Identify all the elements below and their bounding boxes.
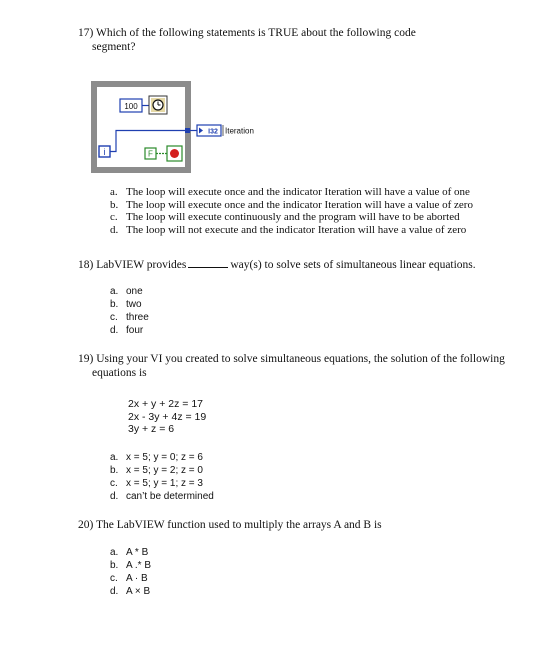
q18-option-c: c. three [110,312,149,323]
q18-stem-post: way(s) to solve sets of simultaneous linear equations. [230,259,476,271]
q17-option-c: c. The loop will execute continuously and the program will have to be aborted [110,211,460,223]
q20-option-a: a. A * B [110,547,149,558]
q20-option-c: c. A · B [110,573,148,584]
q18-options [110,285,149,337]
q19-stem-line1: 19) Using your VI you created to solve simultaneous equations, the solution of the following [78,353,505,365]
equation-3: 3y + z = 6 [128,423,175,435]
q18-option-a: a. one [110,286,143,297]
numeric-constant-text: 100 [124,102,138,111]
q18-answer-blank [188,257,228,268]
q18-option-b: b. two [110,299,142,310]
q18-option-d: d. four [110,325,144,336]
svg-text:F: F [148,149,153,159]
q20-stem: 20) The LabVIEW function used to multiply the arrays A and B is [78,519,382,531]
q19-options [110,451,214,503]
labview-while-loop-diagram [90,80,270,180]
q20-option-d: d. A × B [110,586,151,597]
q19-stem-line2: equations is [92,367,147,379]
stop-icon [170,149,179,158]
indicator-label-text: Iteration [225,126,254,136]
q20-options [110,546,151,598]
q17-option-a: a. The loop will execute once and the indicator Iteration will have a value of one [110,186,470,198]
q17-options [110,186,473,236]
q19-equations [128,398,206,436]
q19-option-a: a. x = 5; y = 0; z = 6 [110,452,203,463]
q17-stem-line2: segment? [92,41,136,53]
iteration-terminal-label: i [103,147,106,157]
loop-tunnel [185,128,190,133]
q17-option-d: d. The loop will not execute and the indicator Iteration will have a value of zero [110,223,467,236]
q18-stem [78,257,476,272]
q19-option-b: b. x = 5; y = 2; z = 0 [110,465,203,476]
equation-1: 2x + y + 2z = 17 [128,398,204,410]
q19-option-d: d. can’t be determined [110,491,214,502]
q20-option-b: b. A .* B [110,560,152,571]
indicator-type-text: I32 [208,128,218,136]
q18-stem-pre: 18) LabVIEW provides [78,259,187,271]
q17-stem-line1: 17) Which of the following statements is TRUE about the following code [78,27,416,39]
q19-option-c: c. x = 5; y = 1; z = 3 [110,478,203,489]
equation-2: 2x - 3y + 4z = 19 [128,410,207,423]
q17-option-b: b. The loop will execute once and the indicator Iteration will have a value of zero [110,198,473,211]
